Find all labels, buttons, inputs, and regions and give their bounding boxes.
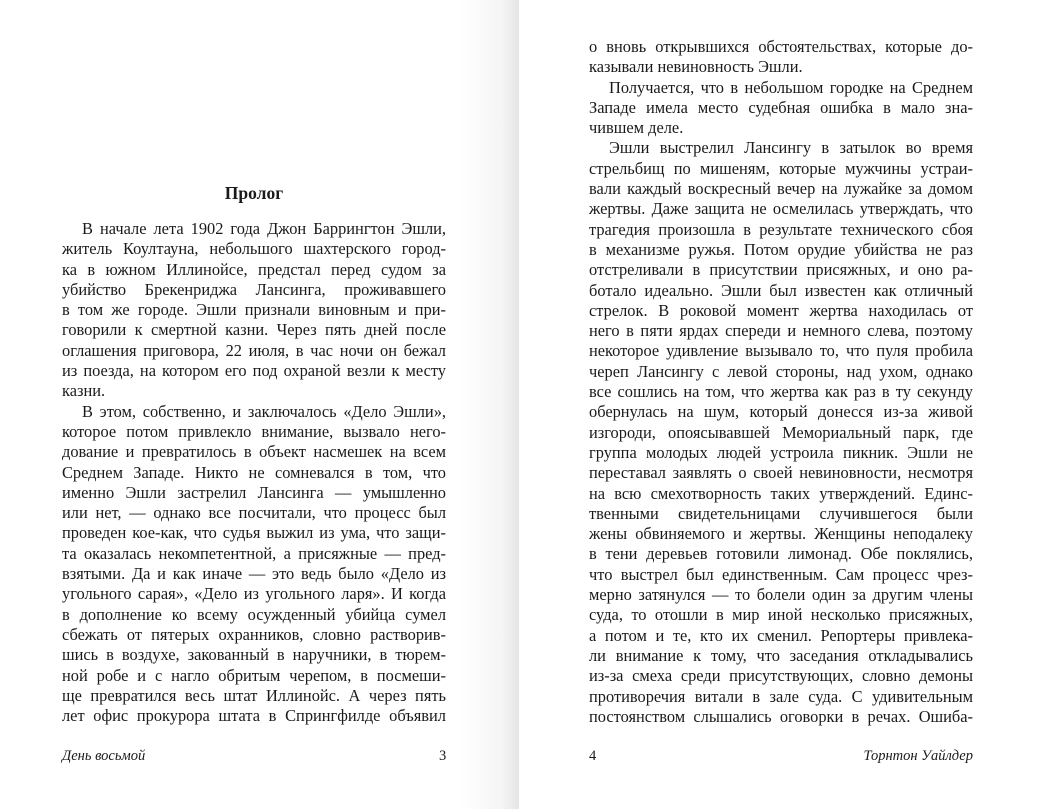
text-line: В начале лета 1902 года Джон Баррингтон Эшли, [82,219,446,238]
text-line: обернулась на шум, который донесся из-за живой [589,402,973,422]
text-line: ка в южном Иллинойсе, предстал перед судом за [62,259,446,279]
text-line: лет офис прокурора штата в Спрингфилде объявил [62,706,446,726]
text-line: твенными свидетельницами случившегося были [589,503,973,523]
text-line: проведен кое-как, что судья выжил из ума, что защи- [62,523,446,543]
text-line: казывали невиновность Эшли. [589,57,803,77]
text-line: на всю смехотворность таких утверждений. Единс- [589,483,973,503]
text-line: противоречия витали в зале суда. С удивительным [589,686,973,706]
text-line: В этом, собственно, и заключалось «Дело Эшли», [82,401,446,421]
left-running-title [62,748,145,765]
text-line: мерно затянулся — то болели один за другим члены [589,585,973,605]
text-line: переставал заявлять о своей невиновности, несмотря [589,463,973,483]
text-line: сбежать от пятерых охранников, словно растворив- [62,624,446,644]
text-line: все сошлись на том, что жертва как раз в ту секунду [589,382,973,402]
text-line: в тени деревьев готовили лимонад. Обе поклялись, [589,544,973,564]
text-line: вали каждый воскресный вечер на лужайке за домом [589,179,973,199]
text-line: в том же городе. Эшли признали виновным и при- [62,300,446,320]
right-running-title [863,748,973,765]
book-title-footer: День восьмой [62,748,146,764]
text-line: что выстрел был единственным. Сам процесс чрез- [589,564,973,584]
author-name-footer: Торнтон Уайлдер [863,748,973,764]
text-line: говорили к смертной казни. Через пять дней после [62,320,446,340]
text-line: Среднем Западе. Никто не сомневался в том, что [62,462,446,482]
text-line: которое потом привлекло внимание, вызвало него- [62,421,446,441]
text-line: ли внимание к тому, что заседания откладывались [589,645,973,665]
right-page-number: 4 [589,748,597,764]
text-line: а потом и те, кто их сменил. Репортеры привлека- [589,625,973,645]
text-line: та оказалась некомпетентной, а присяжные — пред- [62,543,446,563]
text-line: отстреливали в присутствии присяжных, и оно ра- [589,260,973,280]
text-line: жены обвиняемого и жертвы. Женщины неподалеку [589,524,973,544]
text-line: из-за смеха среди присутствующих, словно демоны [589,666,973,686]
text-line: жертвы. Даже защита не осмелилась утверждать, что [589,199,973,219]
text-line: о вновь открывшихся обстоятельствах, которые до- [589,37,973,56]
text-line: постоянством слышались оговорки в речах. Ошиба- [589,706,973,726]
text-line: чившем деле. [589,118,684,138]
text-line: из поезда, на котором его под охраной везли к месту [62,361,446,381]
left-page-body [62,219,446,726]
text-line: казни. [62,381,106,401]
text-line: стрельбищ по мишеням, которые мужчины устраи- [589,158,973,178]
text-line: суда, то отошли в мир иной несколько присяжных, [589,605,973,625]
text-line: житель Коултауна, небольшого шахтерского город- [62,239,446,259]
text-line: ной робе и с нагло обритым черепом, в посмеши- [62,665,446,685]
left-gutter-shadow [459,0,519,809]
text-line: или нет, — однако все посчитали, что процесс был [62,503,446,523]
text-line: угольного сарая», «Дело из угольного ларя». И когда [62,584,446,604]
text-line: группа молодых людей устроила пикник. Эшли не [589,442,973,462]
text-line: Получается, что в небольшом городке на Среднем [609,77,973,97]
right-page-body [589,37,973,727]
text-line: убийство Брекенриджа Лансинга, проживавшего [62,279,446,299]
text-line: ще превратился весь штат Иллинойс. А через пять [62,685,446,705]
text-line: оглашения приговора, 22 июля, в час ночи он бежал [62,340,446,360]
text-line: шись в воздухе, закованный в наручники, в тюрем- [62,645,446,665]
text-line: именно Эшли застрелил Лансинга — умышленно [62,482,446,502]
text-line: череп Лансингу с левой стороны, над ухом, однако [589,361,973,381]
text-line: в механизме ружья. Потом орудие убийства не раз [589,239,973,259]
text-line: взятыми. Да и как иначе — это ведь было «Дело из [62,564,446,584]
text-line: в дополнение ко всему осужденный убийца сумел [62,604,446,624]
text-line: дование и превратилось в объект насмешек на всем [62,442,446,462]
text-line: некоторое удивление вызывало то, что пуля пробила [589,341,973,361]
text-line: трагедия произошла в результате технического сбоя [589,219,973,239]
text-line: изгороди, опоясывавшей Мемориальный парк, где [589,422,973,442]
left-page-number: 3 [439,748,447,764]
text-line: Западе имела место судебная ошибка в мало зна- [589,97,973,117]
chapter-title: Пролог [224,183,284,203]
text-line: Эшли выстрелил Лансингу в затылок во время [609,138,973,158]
text-line: ботало идеально. Эшли был известен как отличный [589,280,973,300]
text-line: стрелок. В роковой момент жертва находилась от [589,300,973,320]
text-line: него в пяти ярдах спереди и немного слева, поэтому [589,321,973,341]
